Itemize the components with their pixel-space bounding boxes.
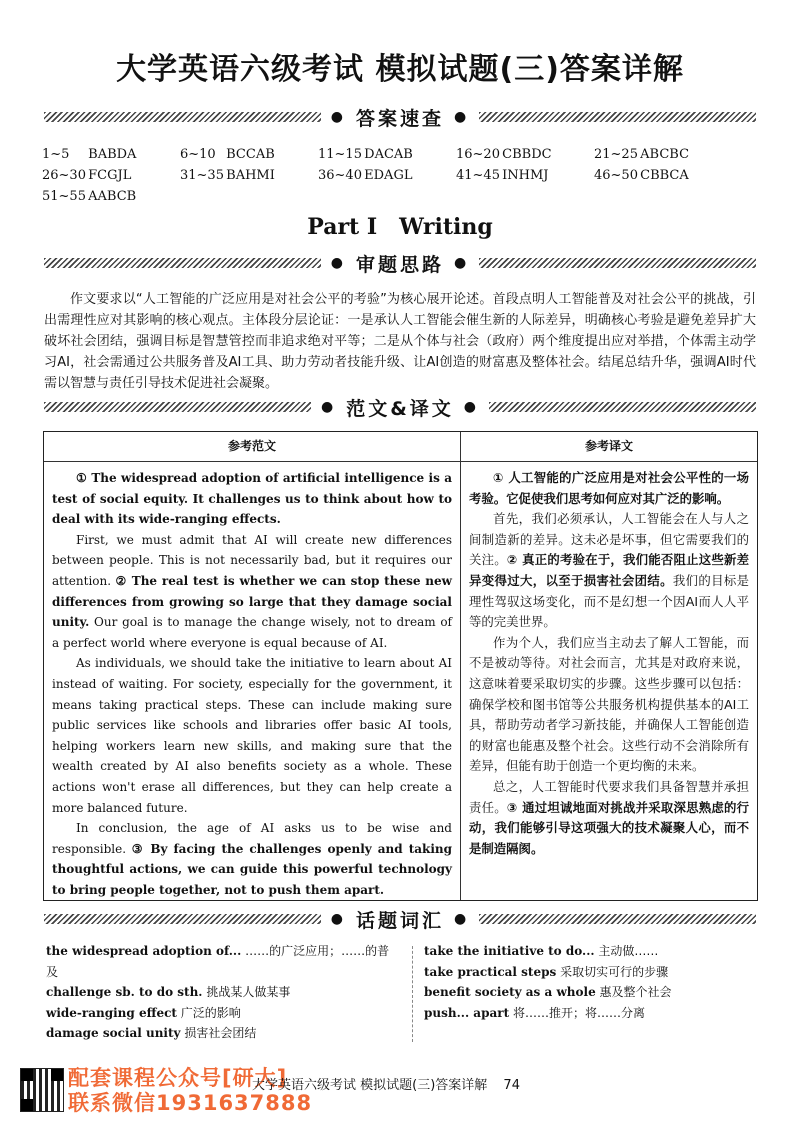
analysis-paragraph: 作文要求以“人工智能的广泛应用是对社会公平的考验”为核心展开论述。首段点明人工智能普及对社会公平的挑战，引出需理性应对其影响的核心观点。主体段分层论证：一是承认人工智能会催生新的人际差异，明确核心考验是避免差异扩大破坏社会团结，强调目标是智慧管控而非追求绝对平等；二是从个体与社会（政府）两个维度提出应对举措，个体需主动学习AI，社会需通过公共服务普及AI工具、助力劳动者技能升级、让AI创造的财富惠及整体社会。结尾总结升华，强调AI时代需以智慧与责任引导技术促进社会凝聚。 [44, 292, 756, 391]
answer-item [456, 144, 594, 165]
essay-section-header [44, 394, 756, 420]
answer-keys: DACAB [364, 147, 413, 162]
translation-paragraph [469, 509, 749, 633]
section-heading: 话题词汇 [356, 909, 445, 932]
answer-range: 21~25 [594, 147, 638, 162]
bullet-icon: ● [330, 911, 346, 927]
header-divider [44, 461, 757, 462]
essay-table [43, 431, 758, 901]
vocab-term: challenge sb. to do sth. [46, 985, 203, 999]
hatch-rule [479, 914, 756, 924]
answer-keys: AABCB [88, 189, 137, 204]
section-heading: 审题思路 [356, 253, 445, 276]
essay-paragraph [52, 530, 452, 654]
vocab-item [424, 982, 754, 1003]
essay-paragraph [52, 818, 452, 900]
vocab-meaning: 采取切实可行的步骤 [556, 964, 669, 979]
bullet-icon: ● [454, 109, 470, 125]
hatch-rule [479, 258, 756, 268]
vocab-term: the widespread adoption of... [46, 944, 242, 958]
page-title: 大学英语六级考试 模拟试题(三)答案详解 [116, 52, 684, 87]
vocab-item [46, 1003, 396, 1024]
vocab-item [46, 982, 396, 1003]
column-divider [460, 432, 461, 900]
answer-range: 31~35 [180, 168, 224, 183]
key-sentence: ② 真正的考验在于，我们能否阻止这些新差异变得过大，以至于损害社会团结。 [469, 552, 749, 588]
hatch-rule [44, 402, 311, 412]
answer-row [42, 165, 762, 186]
essay-paragraph [52, 468, 452, 530]
answer-range: 1~5 [42, 147, 70, 162]
vocab-meaning: 损害社会团结 [180, 1026, 257, 1040]
hatch-rule [44, 258, 321, 268]
key-sentence: ③ By facing the challenges openly and taking thoughtful actions, we can guide this powerful technology to bring people together, not to push them apart. [52, 841, 452, 897]
essay-chinese [469, 468, 749, 859]
answer-item [180, 165, 318, 186]
bullet-icon: ● [463, 399, 480, 415]
hatch-rule [44, 112, 321, 122]
answer-keys: BAHMI [226, 168, 275, 183]
bullet-icon: ● [321, 399, 337, 415]
hatch-rule [44, 914, 321, 924]
bullet-icon: ● [330, 109, 346, 125]
vocab-meaning: 将……推开；将……分离 [509, 1005, 645, 1020]
bullet-icon: ● [454, 255, 470, 271]
answer-item [180, 144, 318, 165]
essay-text: In conclusion, the age of AI asks us to be wise and responsible. [52, 821, 452, 856]
answer-keys: ABCBC [640, 147, 690, 162]
answers-section-header [44, 104, 756, 130]
vocab-meaning: 挑战某人做某事 [202, 985, 291, 999]
translation-paragraph [469, 468, 749, 509]
hatch-rule [489, 402, 756, 412]
vocab-term: take practical steps [424, 964, 557, 979]
essay-paragraph: As individuals, we should take the initiative to learn about AI instead of waiting. For society, especially for the government, it means taking practical steps. These can include making sure public services like schools and libraries offer basic AI tools, helping workers learn new skills, and making sure that the wealth created by AI also benefits society as a whole. These actions won't erase all differences, but they can help create a more balanced future. [52, 656, 452, 815]
translation-text: 首先，我们必须承认，人工智能会在人与人之间制造新的差异。这未必是坏事，但它需要我们的关注。 [469, 511, 749, 568]
promo-line: 配套课程公众号[研大] [68, 1066, 288, 1090]
vocab-term: damage social unity [46, 1026, 181, 1040]
section-heading: 范文&译文 [346, 397, 454, 420]
vocab-term: push... apart [424, 1005, 510, 1020]
vocab-meaning: 惠及整个社会 [595, 985, 672, 999]
answer-range: 16~20 [456, 147, 500, 162]
answer-range: 26~30 [42, 168, 86, 183]
vocab-item [424, 962, 754, 983]
vocab-list-left [46, 941, 396, 1044]
answer-range: 36~40 [318, 168, 362, 183]
answer-keys: BABDA [88, 147, 137, 162]
answer-keys: BCCAB [226, 147, 275, 162]
answer-item [594, 144, 732, 165]
part-title: Part Ⅰ Writing [307, 214, 493, 240]
answer-item [42, 165, 180, 186]
vocab-item [424, 941, 754, 962]
essay-english [52, 468, 452, 900]
answer-row [42, 144, 762, 165]
page-number: 74 [503, 1078, 520, 1093]
answer-key [42, 144, 762, 207]
answer-keys: INHMJ [502, 168, 549, 183]
answer-item [456, 165, 594, 186]
answer-item [318, 165, 456, 186]
key-sentence: ② The real test is whether we can stop these new differences from growing so large that they damage social unity. [52, 573, 452, 630]
answer-keys: EDAGL [364, 168, 413, 183]
answer-range: 46~50 [594, 168, 638, 183]
answer-keys: CBBCA [640, 168, 689, 183]
answer-keys: FCGJL [88, 168, 132, 183]
running-title: 大学英语六级考试 模拟试题(三)答案详解 [252, 1078, 488, 1093]
column-header-chinese: 参考译文 [584, 439, 633, 453]
promo-line: 联系微信1931637888 [68, 1091, 313, 1115]
vocab-item [424, 1003, 754, 1024]
vocab-term: wide-ranging effect [46, 1005, 177, 1020]
running-footer [252, 1074, 520, 1093]
answer-item [594, 165, 732, 186]
key-sentence: ③ 通过坦诚地面对挑战并采取深思熟虑的行动，我们能够引导这项强大的技术凝聚人心，而不是制造隔阂。 [469, 799, 749, 856]
translation-paragraph [469, 777, 749, 859]
answer-range: 41~45 [456, 168, 500, 183]
answer-row [42, 186, 762, 207]
answer-keys: CBBDC [502, 147, 552, 162]
translation-text: 我们的目标是理性驾驭这场变化，而不是幻想一个因AI而人人平等的完美世界。 [469, 572, 750, 630]
answer-range: 51~55 [42, 189, 86, 204]
vocab-divider [412, 946, 413, 1042]
essay-text: First, we must admit that AI will create new differences between people. This is not necessarily bad, but it requires our attention. [52, 532, 452, 588]
vocab-item [46, 1023, 396, 1044]
vocab-meaning: 主动做…… [594, 944, 659, 958]
vocab-meaning: 广泛的影响 [176, 1005, 241, 1020]
vocab-item [46, 941, 396, 982]
answer-item [318, 144, 456, 165]
translation-paragraph: 作为个人，我们应当主动去了解人工智能，而不是被动等待。对社会而言，尤其是对政府来说，这意味着要采取切实的步骤。这些步骤可以包括：确保学校和图书馆等公共服务机构提供基本的AI工具，帮助劳动者学习新技能，并确保人工智能创造的财富也能惠及整个社会。这些行动不会消除所有差异，但能有助于创造一个更均衡的未来。 [469, 634, 749, 774]
bullet-icon: ● [330, 255, 346, 271]
bullet-icon: ● [454, 911, 470, 927]
essay-text: Our goal is to manage the change wisely, not to dream of a perfect world where everyone is equal because of AI. [52, 615, 452, 650]
hatch-rule [479, 112, 756, 122]
qr-code-icon [20, 1068, 64, 1112]
column-header-english: 参考范文 [227, 439, 276, 453]
vocab-meaning: ……的广泛应用；……的普及 [46, 944, 390, 979]
key-sentence: ① The widespread adoption of artificial intelligence is a test of social equity. It challenges us to think about how to deal with its wide-ranging effects. [52, 471, 452, 527]
section-heading: 答案速查 [356, 107, 445, 130]
key-sentence: ① 人工智能的广泛应用是对社会公平性的一场考验。它促使我们思考如何应对其广泛的影响。 [469, 470, 749, 506]
answer-range: 6~10 [180, 147, 216, 162]
vocab-list-right [424, 941, 754, 1023]
vocab-term: take the initiative to do... [424, 944, 595, 958]
analysis-section-header [44, 250, 756, 276]
answer-item [42, 144, 180, 165]
vocab-section-header [44, 906, 756, 932]
translation-text: 总之，人工智能时代要求我们具备智慧并承担责任。 [469, 778, 749, 815]
vocab-term: benefit society as a whole [424, 985, 596, 999]
answer-item [42, 186, 180, 207]
answer-range: 11~15 [318, 147, 362, 162]
